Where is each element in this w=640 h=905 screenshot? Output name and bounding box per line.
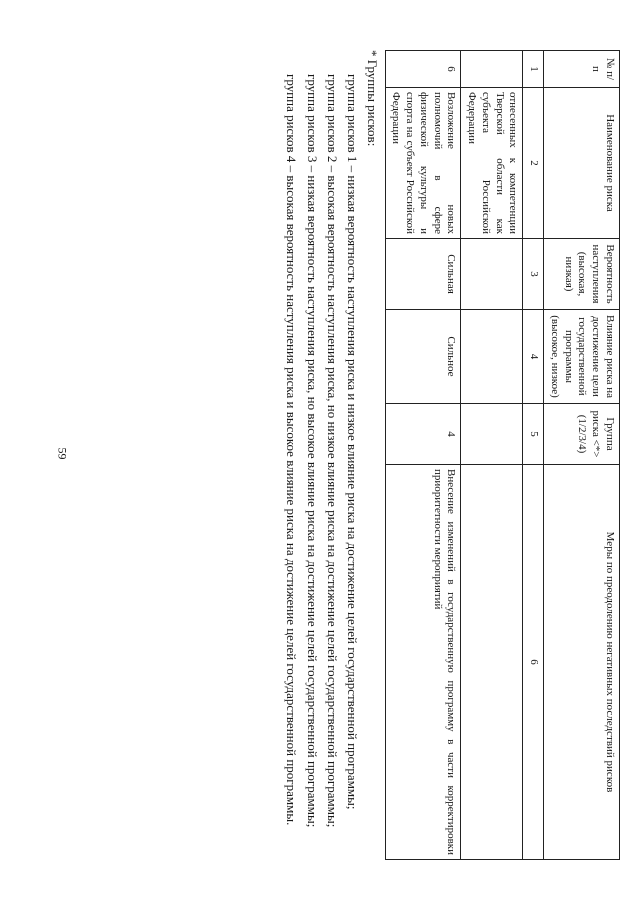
header-risk-name: Наименование риска (544, 88, 620, 239)
row-measures: Внесение изменений в государственную программу в части корректировки приоритетности мероприятий (385, 465, 461, 860)
row-risk-name: Возложение новых полномочий в сфере физической культуры и спорта на субъект Российской Федерации (385, 88, 461, 239)
footnote-item: группа рисков 3 – низкая вероятность наступления риска, но высокое влияние риска на достижение целей государственной программы; (304, 74, 320, 828)
footnote-item: группа рисков 4 – высокая вероятность наступления риска и высокое влияние риска на достижение целей государственной программы. (284, 74, 300, 826)
row-probability: Сильная (385, 239, 461, 310)
footnote-title: * Группы рисков: (365, 50, 380, 147)
header-number: № п/п (544, 51, 620, 88)
index-cell: 5 (523, 404, 544, 465)
row-risk-name: отнесенных к компетенции Тверской области как субъекта Российской Федерации (461, 88, 523, 239)
footnote-item: группа рисков 1 – низкая вероятность наступления риска и низкое влияние риска на достижение целей государственной программы; (344, 74, 360, 810)
header-impact: Влияние риска на достижение цели государственной программы (высокое, низкое) (544, 310, 620, 404)
header-probability: Вероятность наступления (высокая, низкая) (544, 239, 620, 310)
header-measures: Меры по преодолению негативных последствий рисков (544, 465, 620, 860)
row-risk-group (461, 404, 523, 465)
footnote (281, 50, 382, 860)
row-probability (461, 239, 523, 310)
table-row (461, 51, 523, 860)
index-cell: 6 (523, 465, 544, 860)
rotated-sheet (20, 50, 620, 860)
page-number: 59 (55, 447, 70, 460)
table-index-row (523, 51, 544, 860)
row-number: 6 (385, 51, 461, 88)
table-header-row (544, 51, 620, 860)
risk-table (385, 50, 620, 860)
header-risk-group: Группа риска <*> (1/2/3/4) (544, 404, 620, 465)
index-cell: 2 (523, 88, 544, 239)
row-risk-group: 4 (385, 404, 461, 465)
row-measures (461, 465, 523, 860)
footnote-item: группа рисков 2 – высокая вероятность наступления риска, но низкое влияние риска на достижение целей государственной программы; (324, 74, 340, 828)
row-impact: Сильное (385, 310, 461, 404)
row-number (461, 51, 523, 88)
index-cell: 3 (523, 239, 544, 310)
index-cell: 1 (523, 51, 544, 88)
table-row (385, 51, 461, 860)
index-cell: 4 (523, 310, 544, 404)
row-impact (461, 310, 523, 404)
